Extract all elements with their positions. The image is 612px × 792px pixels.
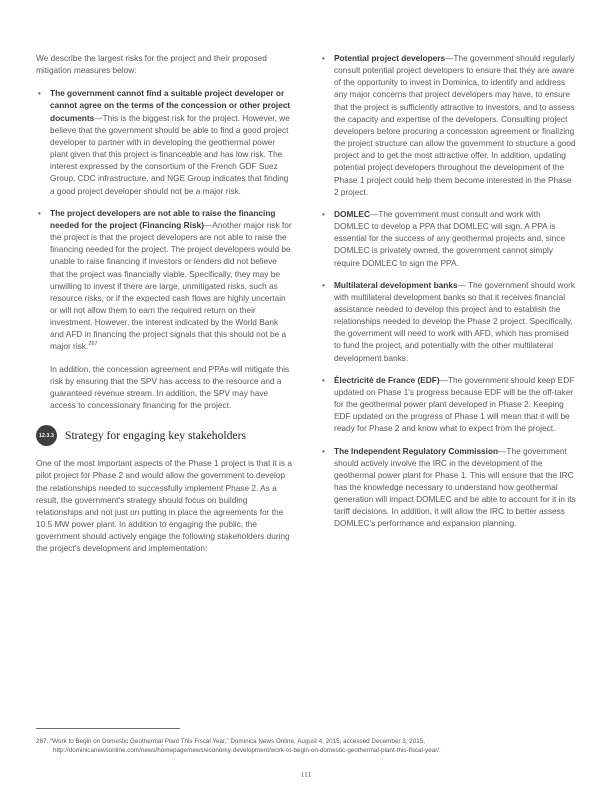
- list-item: [320, 374, 576, 435]
- two-column-body: [36, 52, 576, 712]
- left-column: [36, 52, 292, 712]
- footnote-number: 267.: [36, 738, 49, 745]
- bullet-icon: •: [38, 88, 41, 99]
- risk-body-text: —Another major risk for the project is that the project developers are not able to raise the financing needed for the project. The project developers would be unable to raise financing if investors or lenders did not believe that the project was financially viable. Specifically, they may be unwilling to invest if there are large, unmitigated risks, such as resource risks, or if the expected cash flows are highly uncertain or will not allow them to earn the required return on their investment. However, the interest indicated by the World Bank and AFD in financing the project signals that this should not be a major risk.: [50, 219, 292, 352]
- stakeholder-body-text: — The government should work with multilateral development banks so that it receives financial assistance needed to develop this project and to establish the relationships needed to develop the Phase 2 project. Specifically, the government will need to work with AFD, which has promised to fund the project, and potentially with the other multilateral development banks.: [334, 279, 576, 363]
- section-heading: [36, 425, 292, 446]
- risk-body-text: —This is the biggest risk for the project. However, we believe that the government should be able to find a good project developer to partner with in developing the geothermal power plant given that this project is financeable and has low risk. The interest expressed by the consortium of the French GDF Suez Group, CDC infrastructure, and NGE Group indicates that finding a good project developer should not be a major risk.: [50, 112, 290, 196]
- risk-bullet-list: [36, 87, 292, 352]
- stakeholder-bold-lead: DOMLEC: [334, 208, 370, 219]
- stakeholder-body-text: —The government must consult and work with DOMLEC to develop a PPA that DOMLEC will sign. A PPA is essential for the success of any geothermal projects and, since DOMLEC is privately owned, the government cannot simply require DOMLEC to sign the PPA.: [334, 208, 566, 268]
- stakeholder-bold-lead: Potential project developers: [334, 53, 446, 63]
- footnote-separator-rule: [36, 728, 180, 729]
- stakeholder-bold-lead: The Independent Regulatory Commission: [334, 445, 499, 456]
- bullet-icon: •: [322, 208, 325, 219]
- list-item: [36, 87, 292, 196]
- page-title: Strategy for engaging key stakeholders: [65, 429, 246, 443]
- section-body-paragraph: One of the most important aspects of the Phase 1 project is that it is a pilot project for Phase 2 and would allow the government to develop the relationships needed to successfully implement Phase 2. As a result, the government's strategy should focus on building relationships and not just on putting in place the agreements for the 10.5 MW power plant. In addition to engaging the public, the government should actively engage the following stakeholders during the project's development and implementation:: [36, 458, 292, 554]
- stakeholder-bold-lead: Électricité de France (EDF): [334, 374, 440, 385]
- stakeholder-body-text: —The government should keep EDF updated on Phase 1's progress because EDF will be the off-taker for the geothermal power plant developed in Phase 2. Keeping EDF updated on the progress of Phase 1 will mean that it will be ready for Phase 2 and know what to expect from the project.: [334, 374, 575, 434]
- list-item: [320, 279, 576, 364]
- section-number-badge: 12.3.3: [36, 425, 57, 446]
- list-item: [320, 208, 576, 269]
- list-item: [320, 52, 576, 198]
- list-item: [36, 207, 292, 353]
- bullet-icon: •: [322, 374, 325, 385]
- footnote-area: [36, 728, 576, 756]
- stakeholder-body-text: —The government should regularly consult potential project developers to ensure that they are aware of the opportunity to invest in Dominica, to identify and address any major concerns that project developers may have, to ensure that the project is sufficiently attractive to investors, and to assess the capacity and expertise of the developers. Consulting project developers before procuring a concession agreement or finalizing the project structure can allow the government to structure a good project and to get the most attractive offer. In addition, updating potential project developers throughout the development of the Phase 1 project could help them become interested in the Phase 2 project.: [334, 53, 576, 197]
- bullet-icon: •: [322, 445, 325, 456]
- stakeholder-bullet-list: [320, 52, 576, 530]
- lead-paragraph: We describe the largest risks for the project and their proposed mitigation measures below:: [36, 53, 267, 76]
- list-item: [320, 445, 576, 530]
- right-column: [320, 52, 576, 712]
- stakeholder-body-text: —The government should actively involve the IRC in the development of the geothermal power plant for Phase 1. This will ensure that the IRC has the knowledge necessary to understand how geothermal generation will impact DOMLEC and be able to account for it in its tariff decisions. In addition, it will allow the IRC to better assess DOMLEC's performance and expansion planning.: [334, 445, 576, 529]
- page-number: 111: [300, 770, 312, 779]
- mitigation-paragraph: In addition, the concession agreement and PPAs will mitigate this risk by ensuring that the SPV has access to the resource and a guaranteed revenue stream. In addition, the SPV may have access to concessionary financing for the project.: [50, 363, 290, 411]
- footnote-text: “Work to Begin on Domestic Geothermal Plant This Fiscal Year,” Dominica News Online, August 4, 2015, accessed December 3, 2015, http://dominicanewsonline.com/news/homepage/news/economy-development/work-to-begin-on-domestic-geothermal-plant-this-fiscal-year/.: [50, 738, 441, 755]
- risk-bold-lead: The government cannot find a suitable project developer or cannot agree on the terms of the concession or other project documents: [50, 88, 291, 123]
- bullet-icon: •: [38, 207, 41, 218]
- risk-bold-lead: The project developers are not able to raise the financing needed for the project (Financing Risk): [50, 207, 276, 230]
- bullet-icon: •: [322, 279, 325, 290]
- stakeholder-bold-lead: Multilateral development banks: [334, 279, 458, 290]
- footnote-reference[interactable]: 267: [88, 341, 98, 348]
- bullet-icon: •: [322, 53, 325, 63]
- footnote-entry: [36, 737, 576, 756]
